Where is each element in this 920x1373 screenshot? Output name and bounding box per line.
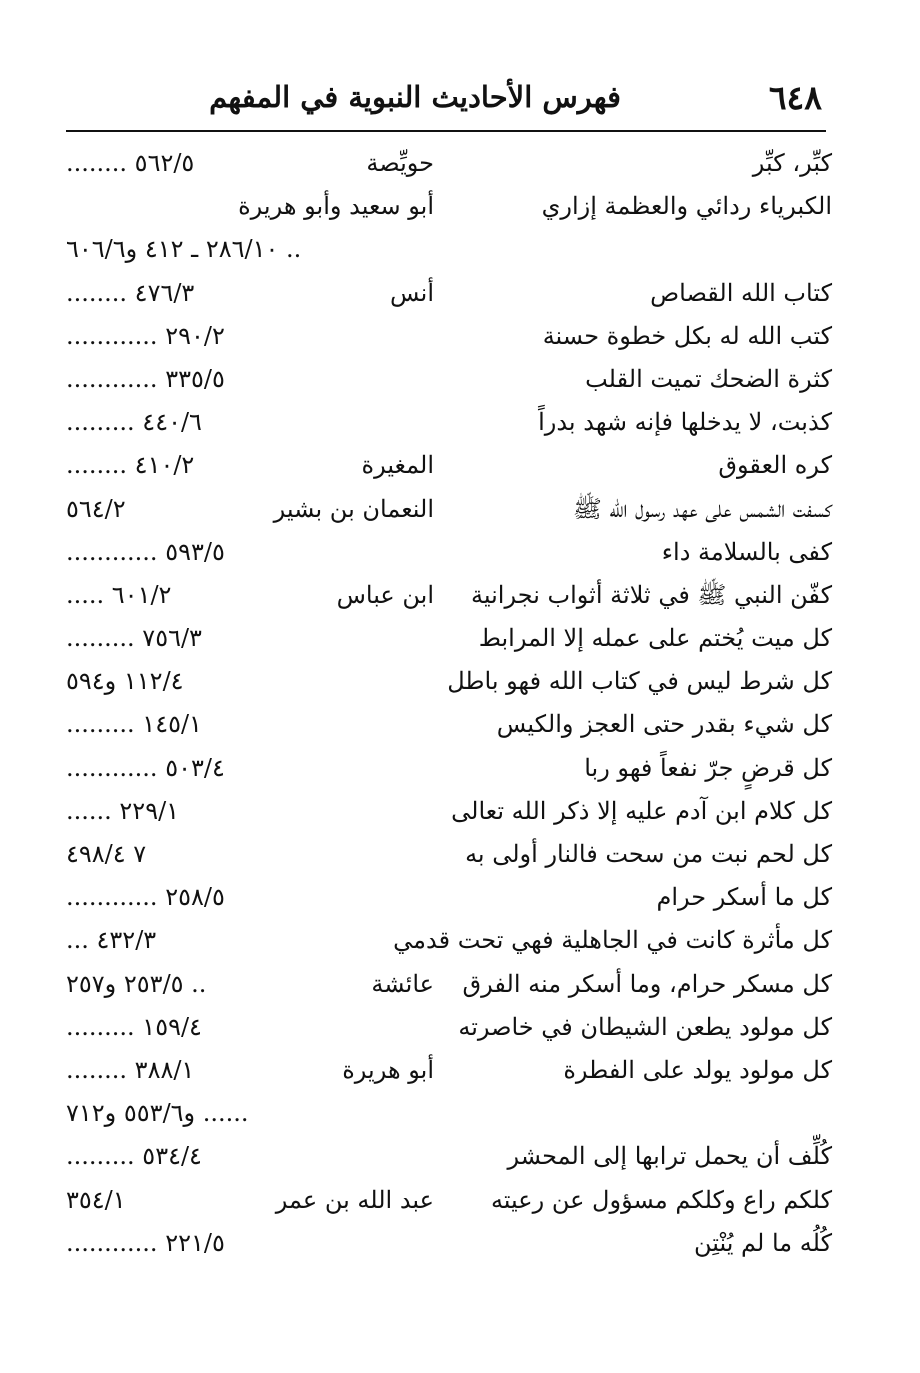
hadith-text: كل ما أسكر حرام xyxy=(656,883,832,912)
index-entry xyxy=(0,1135,920,1178)
narrator: المغيرة xyxy=(361,451,434,480)
index-entry xyxy=(0,617,920,660)
index-entry xyxy=(0,703,920,746)
index-entry xyxy=(0,660,920,703)
index-entry xyxy=(0,142,920,185)
page-reference: ......... ١٤٥/١ xyxy=(66,710,202,739)
hadith-text: كفى بالسلامة داء xyxy=(661,537,832,566)
index-entry xyxy=(0,1222,920,1265)
page-reference: ............ ٢٢١/٥ xyxy=(66,1228,225,1257)
page-reference: ............ ٢٥٨/٥ xyxy=(66,883,225,912)
hadith-text: كل كلام ابن آدم عليه إلا ذكر الله تعالى xyxy=(451,796,832,825)
hadith-text: كبِّر، كبِّر xyxy=(752,149,832,177)
narrator: أنس xyxy=(390,278,434,307)
page-reference: ............ ٢٩٠/٢ xyxy=(66,321,225,350)
page-reference: ........ ٣٨٨/١ xyxy=(66,1055,195,1084)
page-reference: ......... ٤٤٠/٦ xyxy=(66,408,202,437)
hadith-text: كُلِّف أن يحمل ترابها إلى المحشر xyxy=(507,1142,832,1171)
hadith-text: كره العقوق xyxy=(718,451,832,480)
page-reference: ......... ٧٥٦/٣ xyxy=(66,624,202,653)
hadith-text: كل شرط ليس في كتاب الله فهو باطل xyxy=(447,667,832,696)
page-reference: ........ ٤١٠/٢ xyxy=(66,451,195,480)
index-entry xyxy=(0,228,920,271)
page-reference: ........ ٥٦٢/٥ xyxy=(66,149,195,177)
hadith-text: كل قرضٍ جرّ نفعاً فهو ربا xyxy=(584,753,832,782)
hadith-text: كل مولود يولد على الفطرة xyxy=(563,1055,832,1084)
narrator: أبو هريرة xyxy=(342,1055,434,1084)
header-rule xyxy=(66,130,826,132)
index-entry xyxy=(0,919,920,962)
hadith-text: كل ميت يُختم على عمله إلا المرابط xyxy=(478,624,832,653)
hadith-text: كتب الله له بكل خطوة حسنة xyxy=(542,321,832,350)
hadith-text: كذبت، لا يدخلها فإنه شهد بدراً xyxy=(538,408,832,437)
page-header xyxy=(66,78,826,122)
page-reference: ... ٤٣٢/٣ xyxy=(66,926,157,955)
page-reference: ١١٢/٤ و٥٩٤ xyxy=(66,667,184,696)
index-entry xyxy=(0,488,920,531)
index-entry xyxy=(0,1092,920,1135)
index-entry xyxy=(0,1179,920,1222)
hadith-index-list xyxy=(0,142,920,1265)
page-reference: ٧ ٤٩٨/٤ xyxy=(66,840,147,868)
page-reference: .. ٢٥٣/٥ و٢٥٧ xyxy=(66,969,207,998)
page-title: فهرس الأحاديث النبوية في المفهم xyxy=(209,80,621,114)
index-entry xyxy=(0,1006,920,1049)
index-entry xyxy=(0,531,920,574)
page-reference: ............ ٥٠٣/٤ xyxy=(66,753,225,782)
page-reference: ............ ٥٩٣/٥ xyxy=(66,537,225,566)
page-reference: .. ٢٨٦/١٠ ـ ٤١٢ و٦٠٦/٦ xyxy=(66,235,302,264)
page-reference: ......... ٥٣٤/٤ xyxy=(66,1142,202,1171)
page-reference: ٥٦٤/٢ xyxy=(66,494,126,523)
index-entry xyxy=(0,747,920,790)
page-reference: ...... و٥٥٣/٦ و٧١٢ xyxy=(66,1099,249,1128)
hadith-text: كثرة الضحك تميت القلب xyxy=(585,364,832,393)
index-entry xyxy=(0,401,920,444)
narrator: عبد الله بن عمر xyxy=(275,1185,434,1214)
index-entry xyxy=(0,358,920,401)
hadith-text: كل مولود يطعن الشيطان في خاصرته xyxy=(458,1012,832,1041)
index-entry xyxy=(0,444,920,487)
index-entry xyxy=(0,790,920,833)
page-reference: ........ ٤٧٦/٣ xyxy=(66,278,195,307)
page-reference: ٣٥٤/١ xyxy=(66,1185,126,1214)
hadith-text: كلكم راع وكلكم مسؤول عن رعيته xyxy=(490,1185,832,1214)
index-entry xyxy=(0,315,920,358)
narrator: ابن عباس xyxy=(336,580,434,609)
page-number: ٦٤٨ xyxy=(768,78,822,117)
hadith-text: كل مسكر حرام، وما أسكر منه الفرق xyxy=(462,969,832,998)
narrator: أبو سعيد وأبو هريرة xyxy=(238,192,434,221)
page-reference: ............ ٣٣٥/٥ xyxy=(66,364,225,393)
hadith-text: كُلُه ما لم يُنْتِن xyxy=(693,1228,832,1257)
index-entry xyxy=(0,876,920,919)
hadith-text: كفّن النبي ﷺ في ثلاثة أثواب نجرانية xyxy=(471,580,832,609)
page-reference: ..... ٦٠١/٢ xyxy=(66,580,172,609)
narrator: حويِّصة xyxy=(366,149,434,177)
hadith-text: كتاب الله القصاص xyxy=(650,278,832,307)
index-entry xyxy=(0,185,920,228)
hadith-text: كسفت الشمس على عهد رسول الله ﷺ xyxy=(572,494,832,523)
hadith-text: كل لحم نبت من سحت فالنار أولى به xyxy=(465,840,832,868)
page-reference: ...... ٢٢٩/١ xyxy=(66,796,180,825)
hadith-text: كل مأثرة كانت في الجاهلية فهي تحت قدمي xyxy=(393,926,832,955)
index-entry xyxy=(0,833,920,876)
page-reference: ......... ١٥٩/٤ xyxy=(66,1012,202,1041)
index-entry xyxy=(0,963,920,1006)
narrator: النعمان بن بشير xyxy=(273,494,434,523)
index-entry xyxy=(0,574,920,617)
narrator: عائشة xyxy=(371,969,434,998)
index-entry xyxy=(0,1049,920,1092)
index-entry xyxy=(0,272,920,315)
hadith-text: الكبرياء ردائي والعظمة إزاري xyxy=(541,192,832,221)
hadith-text: كل شيء بقدر حتى العجز والكيس xyxy=(496,710,832,739)
